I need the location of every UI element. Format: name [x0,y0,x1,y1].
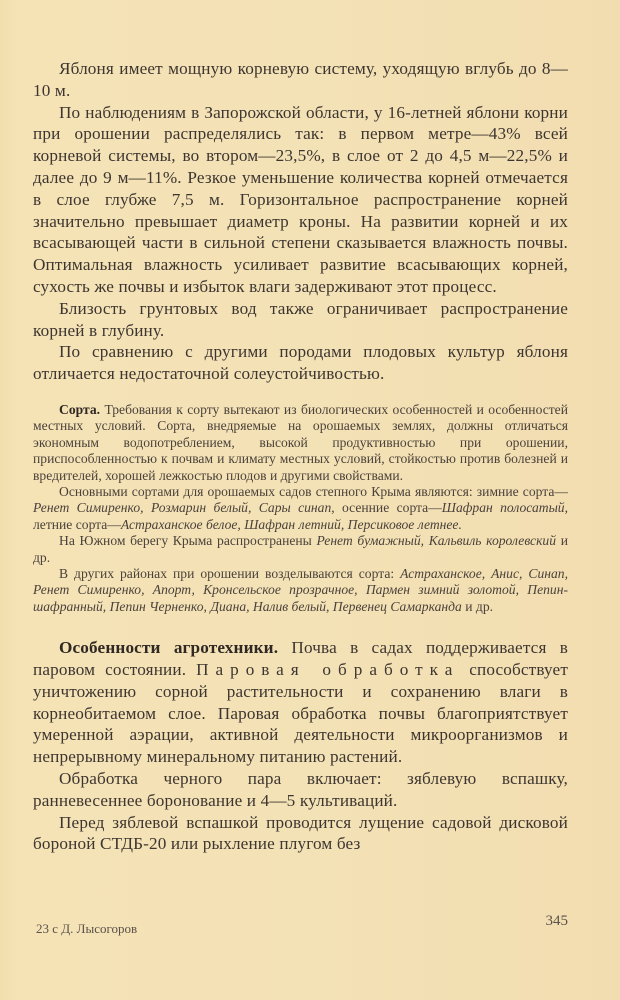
varieties-other-regions [33,566,568,615]
paragraph-disking: Перед зяблевой вспашкой проводится лущение садовой дисковой бороной СТДБ-20 или рыхление плугом без [33,812,568,854]
agrotechnics-heading: Особенности агротехники. [59,638,279,658]
varieties-requirements: Требования к сорту вытекают из биологических особенностей и особенностей местных условий. Сорта, внедряемые на орошаемых землях, должны отличаться экономным водопотреблением, высокой продуктивностью при орошении, приспособленностью к почвам и климату местных условий, стойкостью против болезней и вредителей, хорошей лежкостью плодов и другими свойствами. [33,401,568,483]
main-text [33,58,568,385]
spaced-term: Паровая обработка [196,660,460,680]
text: Основными сортами для орошаемых садов степного Крыма являются: зимние сорта— [59,483,568,499]
page-number: 345 [545,913,568,929]
text: На Южном берегу Крыма распространены [59,533,317,549]
varieties-south-coast [33,533,568,566]
variety-names: Астраханское, Анис, Синап, Ренет Симиренко, Апорт, Кронсельское прозрачное, Пармен зимний золотой, Пепин-шафранный, Пепин Черненко, Диана, Налив белый, Первенец Самарканда [33,566,568,614]
text: , осенние сорта— [331,500,442,516]
text: и др. [461,598,494,614]
variety-names: Ренет Симиренко, Розмарин белый, Сары синап [33,500,332,516]
page-body [33,58,568,855]
paragraph-salt-tolerance: По сравнению с другими породами плодовых культур яблоня отличается недостаточной солеустойчивостью. [33,342,568,384]
varieties-section [33,402,568,615]
text: способствует уничтожению сорной растительности и сохранению влаги в корнеобитаемом слое. Паровая обработка почвы благоприятствует умеренной аэрации, активной деятельности микроорганизмов и непрерывному минеральному питанию растений. [33,660,568,767]
paragraph-groundwater: Близость грунтовых вод также ограничивает распространение корней в глубину. [33,298,568,340]
paragraph-root-depth: Яблоня имеет мощную корневую систему, уходящую вглубь до 8—10 м. [33,59,568,100]
agrotechnics-intro [33,637,568,768]
printer-signature: 23 с Д. Лысогоров [36,921,138,936]
variety-names: Шафран полосатый [441,500,565,516]
variety-names: Астраханское белое, Шафран летний, Персиковое летнее. [120,516,462,532]
variety-names: Ренет бумажный, Кальвиль королевский [316,533,557,549]
varieties-intro [33,402,568,484]
text: и др. [33,533,568,565]
text: Почва в садах поддерживается в паровом состоянии. [33,638,568,680]
paragraph-black-fallow: Обработка черного пара включает: зяблевую вспашку, ранневесеннее боронование и 4—5 культиваций. [33,769,568,810]
text: , летние сорта— [33,500,568,532]
varieties-crimea-steppe [33,484,568,533]
paragraph-zaporozhye-observations: По наблюдениям в Запорожской области, у 16-летней яблони корни при орошении распределялись так: в первом метре—43% всей корневой системы, во втором—23,5%, в слое от 2 до 4,5 м—22,5% и далее до 9 м—11%. Резкое уменьшение количества корней отмечается в слое глубже 7,5 м. Горизонтальное распространение корней значительно превышает диаметр кроны. На развитии корней и их всасывающей части в сильной степени сказывается влажность почвы. Оптимальная влажность усиливает развитие всасывающих корней, сухость же почвы и избыток влаги задерживают этот процесс. [33,102,568,296]
agrotechnics-section [33,637,568,855]
text: В других районах при орошении возделываются сорта: [59,566,401,582]
varieties-heading: Сорта. [59,401,101,417]
